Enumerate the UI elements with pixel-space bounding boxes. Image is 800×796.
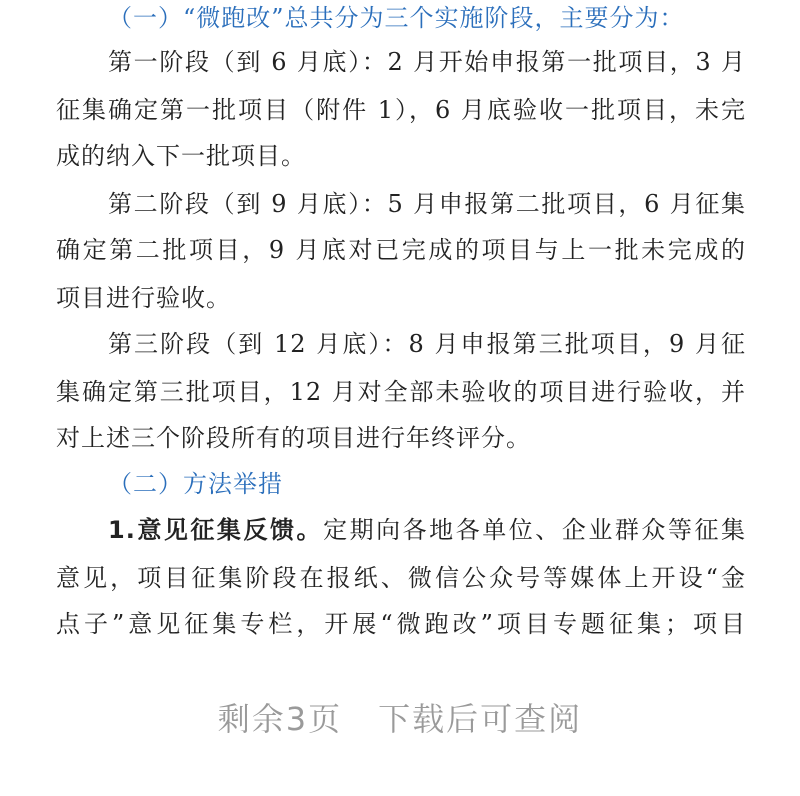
paragraph-line: 项目进行验收。 bbox=[56, 284, 231, 312]
paragraph-line: 第三阶段（到 12 月底）：8 月申报第三批项目，9 月征 bbox=[108, 330, 746, 358]
method-item-text: 定期向各地各单位、企业群众等征集 bbox=[323, 516, 746, 544]
paragraph-line: 确定第二批项目，9 月底对已完成的项目与上一批未完成的 bbox=[56, 236, 746, 264]
remaining-pages-label: 剩余3页 bbox=[217, 700, 343, 738]
paragraph-line: 第一阶段（到 6 月底）：2 月开始申报第一批项目，3 月 bbox=[108, 48, 746, 76]
paragraph-line: 成的纳入下一批项目。 bbox=[56, 142, 306, 170]
paragraph-line: 集确定第三批项目，12 月对全部未验收的项目进行验收，并 bbox=[56, 378, 746, 406]
section-heading-phases: （一）“微跑改”总共分为三个实施阶段，主要分为： bbox=[108, 4, 685, 32]
method-item-title: 1.意见征集反馈。 bbox=[108, 516, 324, 544]
section-heading-methods: （二）方法举措 bbox=[108, 470, 283, 498]
download-prompt[interactable] bbox=[0, 694, 800, 740]
paragraph-line: 意见，项目征集阶段在报纸、微信公众号等媒体上开设“金 bbox=[56, 564, 746, 592]
paragraph-line: 第二阶段（到 9 月底）：5 月申报第二批项目，6 月征集 bbox=[108, 190, 746, 218]
paragraph-line: 点子”意见征集专栏，开展“微跑改”项目专题征集；项目 bbox=[56, 610, 746, 638]
download-to-view-label[interactable]: 下载后可查阅 bbox=[378, 700, 583, 738]
paragraph-line: 征集确定第一批项目（附件 1），6 月底验收一批项目，未完 bbox=[56, 96, 746, 124]
paragraph-line bbox=[108, 514, 746, 546]
paragraph-line: 对上述三个阶段所有的项目进行年终评分。 bbox=[56, 424, 531, 452]
